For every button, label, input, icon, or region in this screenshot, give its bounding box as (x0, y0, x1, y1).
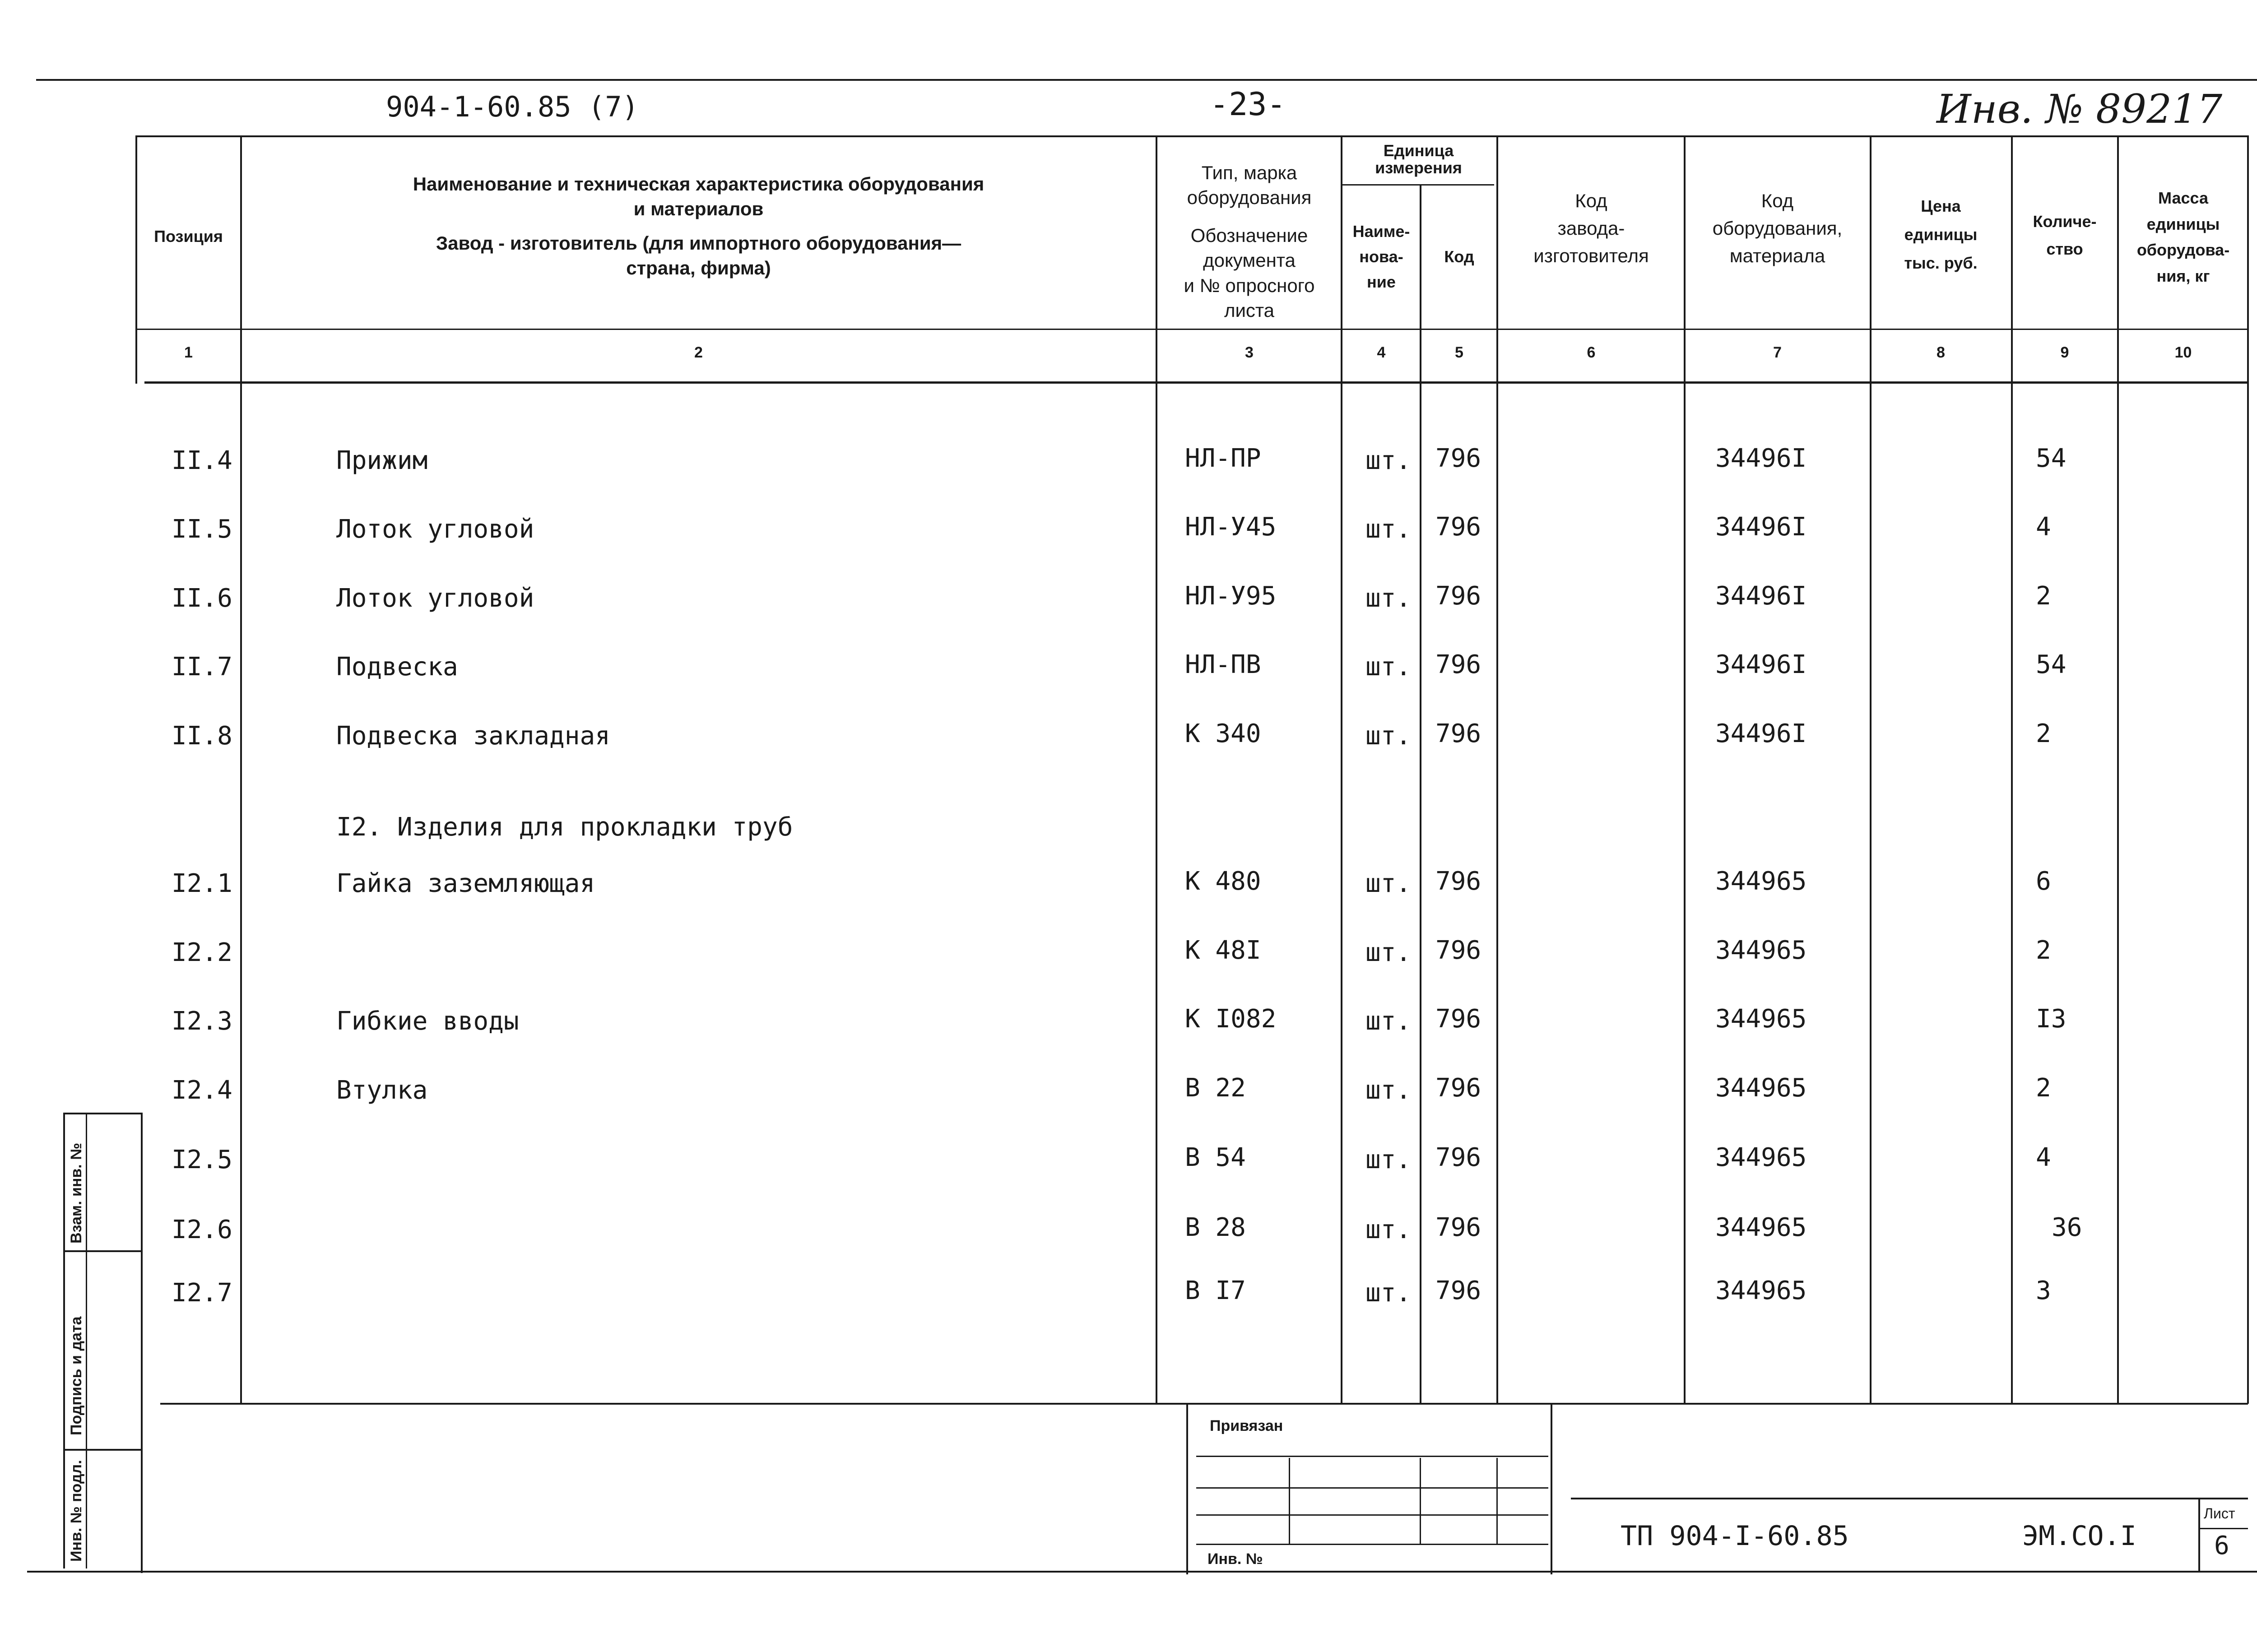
column-number-1: 1 (184, 344, 193, 361)
header-type-line1: Тип, марка (1201, 162, 1297, 183)
table-top-line (135, 135, 2248, 137)
header-type-line6: листа (1224, 300, 1275, 321)
header-unit-group-line2: измерения (1375, 158, 1462, 177)
header-price-line2: единицы (1904, 225, 1978, 244)
title-sheet-code: ЭМ.СО.I (2022, 1520, 2136, 1552)
privyazan-label: Привязан (1210, 1417, 1283, 1434)
row-quantity: 2 (2036, 936, 2051, 965)
col-line-7 (1870, 135, 1872, 1404)
col-line-10 (2247, 135, 2249, 1404)
col-line-2 (1156, 135, 1157, 1404)
column-number-8: 8 (1937, 344, 1945, 361)
title-block-sub-3 (1496, 1458, 1498, 1544)
row-name: Гибкие вводы (336, 1007, 519, 1036)
sheet-number: 6 (2214, 1531, 2229, 1560)
row-quantity: 6 (2036, 867, 2051, 896)
section-title: I2. Изделия для прокладки труб (336, 812, 793, 842)
row-quantity: 2 (2036, 1073, 2051, 1103)
row-unit: шт. (1365, 1076, 1412, 1105)
title-block-row1 (1196, 1456, 1548, 1457)
row-unit-code: 796 (1435, 867, 1481, 896)
row-equipment-code: 344965 (1715, 867, 1807, 896)
column-number-7: 7 (1773, 344, 1782, 361)
col-line-3 (1341, 135, 1342, 1404)
row-type: НЛ-ПВ (1185, 650, 1261, 679)
header-equipment-code-line1: Код (1761, 190, 1794, 211)
header-type-line3: Обозначение (1190, 224, 1308, 246)
row-unit-code: 796 (1435, 1276, 1481, 1305)
row-equipment-code: 344965 (1715, 1073, 1807, 1103)
header-name-line3: Завод - изготовитель (для импортного оборудования— (436, 232, 961, 254)
row-type: В I7 (1185, 1276, 1246, 1305)
header-equipment-code (1686, 187, 1869, 270)
stamp-top-line (63, 1113, 142, 1114)
stamp-replaced-inv-label: Взам. инв. № (68, 1142, 85, 1244)
row-equipment-code: 344965 (1715, 1143, 1807, 1172)
stamp-sep-1 (63, 1250, 142, 1252)
row-equipment-code: 34496I (1715, 512, 1807, 542)
title-doc-code: ТП 904-I-60.85 (1621, 1520, 1849, 1552)
title-inv-label: Инв. № (1207, 1550, 1263, 1568)
stamp-sep-2 (63, 1449, 142, 1451)
row-name: Прижим (336, 446, 428, 475)
row-equipment-code: 34496I (1715, 444, 1807, 473)
row-unit-code: 796 (1435, 1143, 1481, 1172)
row-type: В 28 (1185, 1213, 1246, 1242)
header-factory-code-line1: Код (1575, 190, 1607, 211)
row-position: II.7 (172, 652, 232, 682)
header-unit-name-line3: ние (1367, 272, 1396, 291)
row-type: В 22 (1185, 1073, 1246, 1103)
row-unit-code: 796 (1435, 650, 1481, 679)
header-factory-code-line3: изготовителя (1533, 245, 1649, 266)
inventory-number: Инв. № 89217 (1937, 86, 2223, 132)
row-quantity: 36 (2052, 1213, 2082, 1242)
header-mass-line2: единицы (2146, 214, 2220, 233)
header-quantity-line2: ство (2046, 240, 2083, 259)
header-type-line4: документа (1203, 250, 1296, 271)
row-position: II.6 (172, 584, 232, 613)
col-line-6 (1684, 135, 1686, 1404)
col-line-9 (2117, 135, 2119, 1404)
row-type: К 340 (1185, 719, 1261, 748)
header-mass-line3: оборудова- (2136, 241, 2230, 260)
page-number: -23- (1210, 86, 1286, 123)
row-type: НЛ-ПР (1185, 444, 1261, 473)
header-factory-code-line2: завода- (1557, 217, 1625, 239)
row-equipment-code: 34496I (1715, 581, 1807, 611)
header-bottom-line (135, 329, 2248, 330)
column-number-2: 2 (694, 344, 703, 361)
header-price-line1: Цена (1921, 197, 1961, 215)
row-position: I2.3 (172, 1007, 232, 1036)
row-quantity: 2 (2036, 581, 2051, 611)
row-equipment-code: 344965 (1715, 1213, 1807, 1242)
header-equipment-code-line3: материала (1729, 245, 1825, 266)
row-quantity: 54 (2036, 444, 2067, 473)
column-number-4: 4 (1377, 344, 1386, 361)
stamp-inv-podl-label: Инв. № подл. (68, 1460, 85, 1562)
row-unit-code: 796 (1435, 936, 1481, 965)
row-unit: шт. (1365, 1007, 1412, 1036)
row-unit-code: 796 (1435, 444, 1481, 473)
header-quantity (2013, 208, 2116, 263)
header-unit-group (1343, 142, 1494, 176)
row-name: Лоток угловой (336, 515, 534, 544)
colnum-bottom-line (144, 381, 2248, 384)
document-code: 904-1-60.85 (7) (386, 90, 639, 123)
sheet-box-left (2198, 1499, 2200, 1571)
header-price (1872, 192, 2010, 277)
header-mass (2119, 185, 2247, 289)
row-position: I2.1 (172, 869, 232, 898)
title-block-sub-2 (1420, 1458, 1421, 1544)
row-name: Лоток угловой (336, 584, 534, 613)
row-type: К 48I (1185, 936, 1261, 965)
unit-group-line (1342, 184, 1494, 186)
stamp-right-line (141, 1113, 143, 1573)
header-unit-code: Код (1444, 247, 1474, 266)
header-price-line3: тыс. руб. (1904, 254, 1978, 272)
col-line-5 (1496, 135, 1498, 1404)
row-equipment-code: 344965 (1715, 1276, 1807, 1305)
header-name-line1: Наименование и техническая характеристика оборудования (413, 173, 985, 195)
row-quantity: 54 (2036, 650, 2067, 679)
header-type-line5: и № опросного (1184, 274, 1315, 296)
header-unit-name (1343, 219, 1420, 294)
row-unit: шт. (1365, 1215, 1412, 1244)
top-frame-line (36, 79, 2257, 81)
sheet-label: Лист (2204, 1505, 2235, 1522)
row-position: I2.5 (172, 1145, 232, 1174)
column-number-9: 9 (2060, 344, 2069, 361)
row-unit: шт. (1365, 584, 1412, 613)
row-unit-code: 796 (1435, 1004, 1481, 1034)
title-block-left (1186, 1403, 1188, 1574)
row-equipment-code: 34496I (1715, 650, 1807, 679)
row-name: Подвеска закладная (336, 721, 610, 751)
row-type: К 480 (1185, 867, 1261, 896)
row-unit-code: 796 (1435, 1213, 1481, 1242)
column-number-6: 6 (1587, 344, 1596, 361)
column-number-10: 10 (2174, 344, 2192, 361)
row-type: НЛ-У45 (1185, 512, 1277, 542)
row-position: I2.4 (172, 1076, 232, 1105)
row-equipment-code: 344965 (1715, 936, 1807, 965)
stamp-left-line (63, 1113, 65, 1568)
row-quantity: 2 (2036, 719, 2051, 748)
title-block-mid (1551, 1403, 1552, 1574)
title-block-sub-1 (1289, 1458, 1290, 1544)
header-type-line2: оборудования (1187, 187, 1312, 209)
row-unit: шт. (1365, 652, 1412, 682)
row-unit: шт. (1365, 446, 1412, 475)
row-unit: шт. (1365, 1145, 1412, 1174)
row-unit-code: 796 (1435, 719, 1481, 748)
row-unit: шт. (1365, 721, 1412, 751)
row-equipment-code: 34496I (1715, 719, 1807, 748)
col-line-8 (2011, 135, 2013, 1404)
col-line-4 (1420, 185, 1421, 1404)
row-name: Гайка заземляющая (336, 869, 595, 898)
row-position: II.5 (172, 515, 232, 544)
title-code-top-line (1571, 1498, 2248, 1499)
col-line-0 (135, 135, 137, 384)
header-position: Позиция (154, 227, 223, 246)
header-mass-line1: Масса (2158, 189, 2208, 207)
row-unit: шт. (1365, 869, 1412, 898)
header-quantity-line1: Количе- (2033, 212, 2097, 231)
header-unit-name-line1: Наиме- (1352, 222, 1410, 241)
stamp-mid-line (86, 1113, 87, 1568)
col-line-1 (240, 135, 242, 1404)
title-block-row2 (1196, 1487, 1548, 1489)
title-block-row3 (1196, 1514, 1548, 1516)
header-unit-group-line1: Единица (1383, 141, 1454, 160)
row-type: В 54 (1185, 1143, 1246, 1172)
row-quantity: 4 (2036, 1143, 2051, 1172)
bottom-frame-line (27, 1571, 2257, 1573)
row-quantity: I3 (2036, 1004, 2067, 1034)
stamp-signature-label: Подпись и дата (68, 1316, 85, 1435)
row-equipment-code: 344965 (1715, 1004, 1807, 1034)
title-block-row4 (1196, 1544, 1548, 1545)
row-position: II.4 (172, 446, 232, 475)
header-factory-code (1499, 187, 1684, 270)
row-unit: шт. (1365, 938, 1412, 967)
sheet-box-sep (2198, 1528, 2248, 1529)
row-unit: шт. (1365, 1278, 1412, 1308)
row-name: Втулка (336, 1076, 428, 1105)
row-position: I2.6 (172, 1215, 232, 1244)
header-type (1158, 160, 1341, 323)
header-mass-line4: ния, кг (2156, 266, 2210, 285)
column-number-5: 5 (1455, 344, 1463, 361)
row-quantity: 3 (2036, 1276, 2051, 1305)
row-position: II.8 (172, 721, 232, 751)
row-unit-code: 796 (1435, 1073, 1481, 1103)
header-equipment-code-line2: оборудования, (1712, 217, 1843, 239)
row-type: К I082 (1185, 1004, 1277, 1034)
row-position: I2.2 (172, 938, 232, 967)
row-quantity: 4 (2036, 512, 2051, 542)
header-name (244, 172, 1153, 281)
header-name-line4: страна, фирма) (626, 257, 771, 279)
header-unit-name-line2: нова- (1359, 247, 1403, 266)
table-bottom-line (160, 1403, 2248, 1405)
row-type: НЛ-У95 (1185, 581, 1277, 611)
row-unit: шт. (1365, 515, 1412, 544)
column-number-3: 3 (1245, 344, 1254, 361)
header-name-line2: и материалов (633, 198, 764, 220)
row-name: Подвеска (336, 652, 458, 682)
row-unit-code: 796 (1435, 581, 1481, 611)
row-position: I2.7 (172, 1278, 232, 1308)
row-unit-code: 796 (1435, 512, 1481, 542)
